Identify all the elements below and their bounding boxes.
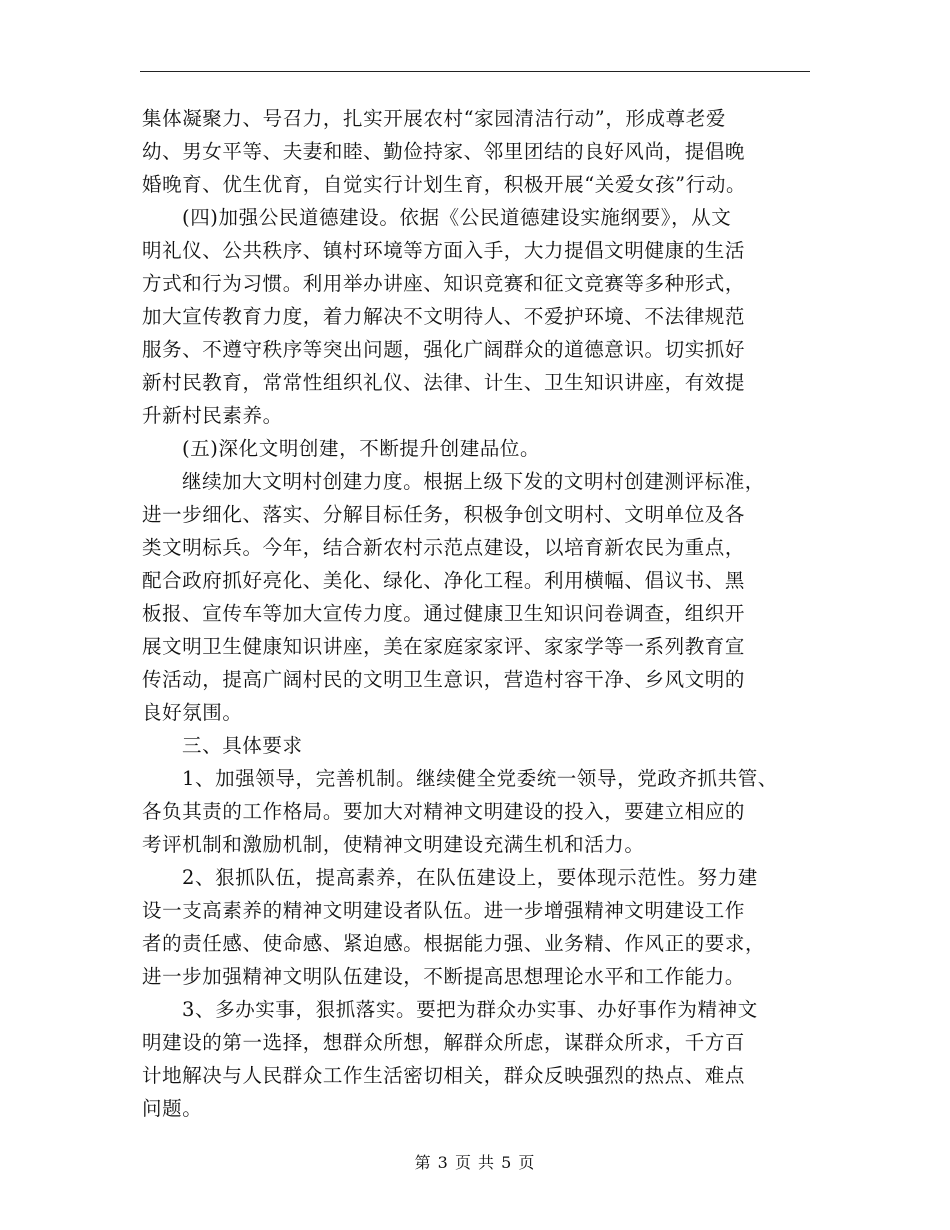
document-body: [142, 102, 812, 1125]
section-heading: 三、具体要求: [182, 734, 303, 757]
text-line: 方式和行为习惯。利用举办讲座、知识竞赛和征文竞赛等多种形式，: [142, 272, 746, 295]
section-heading: (五)深化文明创建，不断提升创建品位。: [182, 437, 541, 460]
text-line: 明礼仪、公共秩序、镇村环境等方面入手，大力提倡文明健康的生活: [142, 239, 746, 262]
text-line: 新村民教育，常常性组织礼仪、法律、计生、卫生知识讲座，有效提: [142, 371, 746, 394]
text-line: 展文明卫生健康知识讲座，美在家庭家家评、家家学等一系列教育宣: [142, 635, 746, 658]
text-line: 者的责任感、使命感、紧迫感。根据能力强、业务精、作风正的要求，: [142, 932, 766, 955]
text-line: 集体凝聚力、号召力，扎实开展农村“家园清洁行动”，形成尊老爱: [142, 107, 726, 130]
text-line: 问题。: [142, 1097, 203, 1120]
paragraph-start-line: 继续加大文明村创建力度。根据上级下发的文明村创建测评标准，: [182, 470, 765, 493]
text-line: 计地解决与人民群众工作生活密切相关，群众反映强烈的热点、难点: [142, 1064, 746, 1087]
text-line: 婚晚育、优生优育，自觉实行计划生育，积极开展“关爱女孩”行动。: [142, 173, 747, 196]
text-line: 各负其责的工作格局。要加大对精神文明建设的投入，要建立相应的: [142, 800, 746, 823]
text-line: 升新村民素养。: [142, 404, 283, 427]
text-line: 进一步细化、落实、分解目标任务，积极争创文明村、文明单位及各: [142, 503, 746, 526]
paragraph-start-line: 1、加强领导，完善机制。继续健全党委统一领导，党政齐抓共管、: [182, 767, 778, 790]
paragraph-start-line: 3、多办实事，狠抓落实。要把为群众办实事、办好事作为精神文: [182, 998, 758, 1021]
text-line: 良好氛围。: [142, 701, 243, 724]
text-line: 服务、不遵守秩序等突出问题，强化广阔群众的道德意识。切实抓好: [142, 338, 746, 361]
paragraph-start-line: (四)加强公民道德建设。依据《公民道德建设实施纲要》，从文: [182, 206, 732, 229]
text-line: 设一支高素养的精神文明建设者队伍。进一步增强精神文明建设工作: [142, 899, 746, 922]
text-line: 传活动，提高广阔村民的文明卫生意识，营造村容干净、乡风文明的: [142, 668, 746, 691]
text-line: 幼、男女平等、夫妻和睦、勤俭持家、邻里团结的良好风尚，提倡晚: [142, 140, 746, 163]
page-number-footer: 第 3 页 共 5 页: [414, 1153, 536, 1172]
paragraph-start-line: 2、狠抓队伍，提高素养，在队伍建设上，要体现示范性。努力建: [182, 866, 758, 889]
text-line: 配合政府抓好亮化、美化、绿化、净化工程。利用横幅、倡议书、黑: [142, 569, 746, 592]
text-line: 板报、宣传车等加大宣传力度。通过健康卫生知识问卷调查，组织开: [142, 602, 746, 625]
text-line: 明建设的第一选择，想群众所想，解群众所虑，谋群众所求，千方百: [142, 1031, 746, 1054]
text-line: 考评机制和激励机制，使精神文明建设充满生机和活力。: [142, 833, 645, 856]
text-line: 加大宣传教育力度，着力解决不文明待人、不爱护环境、不法律规范: [142, 305, 746, 328]
text-line: 类文明标兵。今年，结合新农村示范点建设，以培育新农民为重点，: [142, 536, 746, 559]
text-line: 进一步加强精神文明队伍建设，不断提高思想理论水平和工作能力。: [142, 965, 746, 988]
header-rule: [140, 71, 810, 72]
